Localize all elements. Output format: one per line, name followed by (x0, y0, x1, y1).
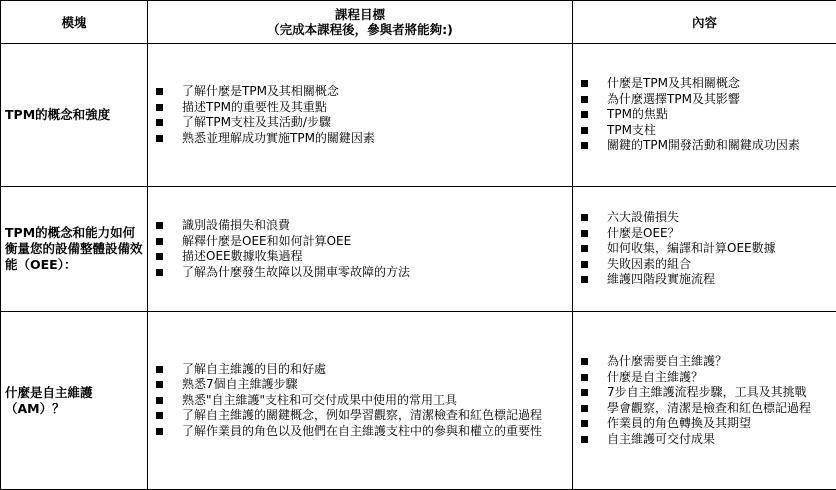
list-item: 什麼是TPM及其相關概念 (573, 76, 830, 92)
content-cell (573, 44, 836, 187)
header-objectives-subtitle: （完成本課程後，參與者將能夠:) (267, 22, 453, 37)
list-item: 熟悉7個自主維護步驟 (148, 377, 566, 393)
bullet-square-icon (581, 245, 588, 252)
module-cell: TPM的概念和能力如何衡量您的設備整體設備效能（OEE）： (1, 187, 148, 312)
bullet-square-icon (581, 80, 588, 87)
bullet-square-icon (581, 230, 588, 237)
bullet-square-icon (581, 96, 588, 103)
list-item: 了解為什麼發生故障以及開車零故障的方法 (148, 265, 566, 281)
list-item: 自主維護可交付成果 (573, 432, 830, 448)
objectives-cell (148, 312, 573, 490)
list-item: TPM支柱 (573, 123, 830, 139)
header-objectives (148, 1, 573, 44)
header-content: 內容 (573, 1, 836, 44)
bullet-square-icon (581, 261, 588, 268)
list-item: 了解作業員的角色以及他們在自主維護支柱中的參與和權立的重要性 (148, 424, 566, 440)
list-item: 了解什麼是TPM及其相關概念 (148, 84, 566, 100)
header-row (1, 1, 836, 44)
module-cell: 什麼是自主維護（AM）？ (1, 312, 148, 490)
bullet-square-icon (156, 253, 163, 260)
list-item: 熟悉並理解成功實施TPM的關鍵因素 (148, 131, 566, 147)
list-item: 熟悉"自主維護"支柱和可交付成果中使用的常用工具 (148, 393, 566, 409)
bullet-square-icon (581, 358, 588, 365)
bullet-square-icon (581, 389, 588, 396)
content-list (573, 76, 830, 154)
table-row (1, 187, 836, 312)
bullet-square-icon (156, 366, 163, 373)
bullet-square-icon (156, 88, 163, 95)
bullet-square-icon (156, 381, 163, 388)
list-item: 描述TPM的重要性及其重點 (148, 100, 566, 116)
bullet-square-icon (581, 142, 588, 149)
objectives-list (148, 362, 566, 440)
list-item: 什麼是OEE？ (573, 226, 830, 242)
list-item: 為什麼需要自主維護？ (573, 354, 830, 370)
bullet-square-icon (581, 127, 588, 134)
list-item: 如何收集，編譯和計算OEE數據 (573, 241, 830, 257)
content-list (573, 354, 830, 447)
list-item: 失敗因素的組合 (573, 257, 830, 273)
list-item: TPM的焦點 (573, 107, 830, 123)
bullet-square-icon (156, 412, 163, 419)
table-row (1, 312, 836, 490)
module-cell: TPM的概念和強度 (1, 44, 148, 187)
list-item: 描述OEE數據收集過程 (148, 249, 566, 265)
objectives-list (148, 84, 566, 146)
content-cell (573, 187, 836, 312)
bullet-square-icon (156, 119, 163, 126)
bullet-square-icon (581, 214, 588, 221)
bullet-square-icon (581, 420, 588, 427)
list-item: 關鍵的TPM開發活動和關鍵成功因素 (573, 138, 830, 154)
bullet-square-icon (581, 111, 588, 118)
bullet-square-icon (156, 222, 163, 229)
header-objectives-title: 課程目標 (334, 7, 385, 22)
list-item: 7步自主維護流程步驟，工具及其挑戰 (573, 385, 830, 401)
list-item: 了解TPM支柱及其活動/步驟 (148, 115, 566, 131)
objectives-cell (148, 187, 573, 312)
bullet-square-icon (156, 238, 163, 245)
objectives-cell (148, 44, 573, 187)
content-list (573, 210, 830, 288)
bullet-square-icon (156, 428, 163, 435)
bullet-square-icon (156, 104, 163, 111)
list-item: 為什麼選擇TPM及其影響 (573, 92, 830, 108)
bullet-square-icon (581, 405, 588, 412)
list-item: 學會觀察，清潔是檢查和紅色標記過程 (573, 401, 830, 417)
bullet-square-icon (581, 276, 588, 283)
bullet-square-icon (156, 397, 163, 404)
list-item: 識別設備損失和浪費 (148, 218, 566, 234)
bullet-square-icon (156, 269, 163, 276)
list-item: 了解自主維護的關鍵概念，例如學習觀察，清潔檢查和紅色標記過程 (148, 408, 566, 424)
objectives-list (148, 218, 566, 280)
header-module: 模塊 (1, 1, 148, 44)
list-item: 維護四階段實施流程 (573, 272, 830, 288)
table-row (1, 44, 836, 187)
content-cell (573, 312, 836, 490)
bullet-square-icon (581, 374, 588, 381)
list-item: 什麼是自主維護？ (573, 370, 830, 386)
list-item: 了解自主維護的目的和好處 (148, 362, 566, 378)
bullet-square-icon (581, 436, 588, 443)
bullet-square-icon (156, 135, 163, 142)
list-item: 作業員的角色轉換及其期望 (573, 416, 830, 432)
list-item: 解釋什麼是OEE和如何計算OEE (148, 234, 566, 250)
list-item: 六大設備損失 (573, 210, 830, 226)
